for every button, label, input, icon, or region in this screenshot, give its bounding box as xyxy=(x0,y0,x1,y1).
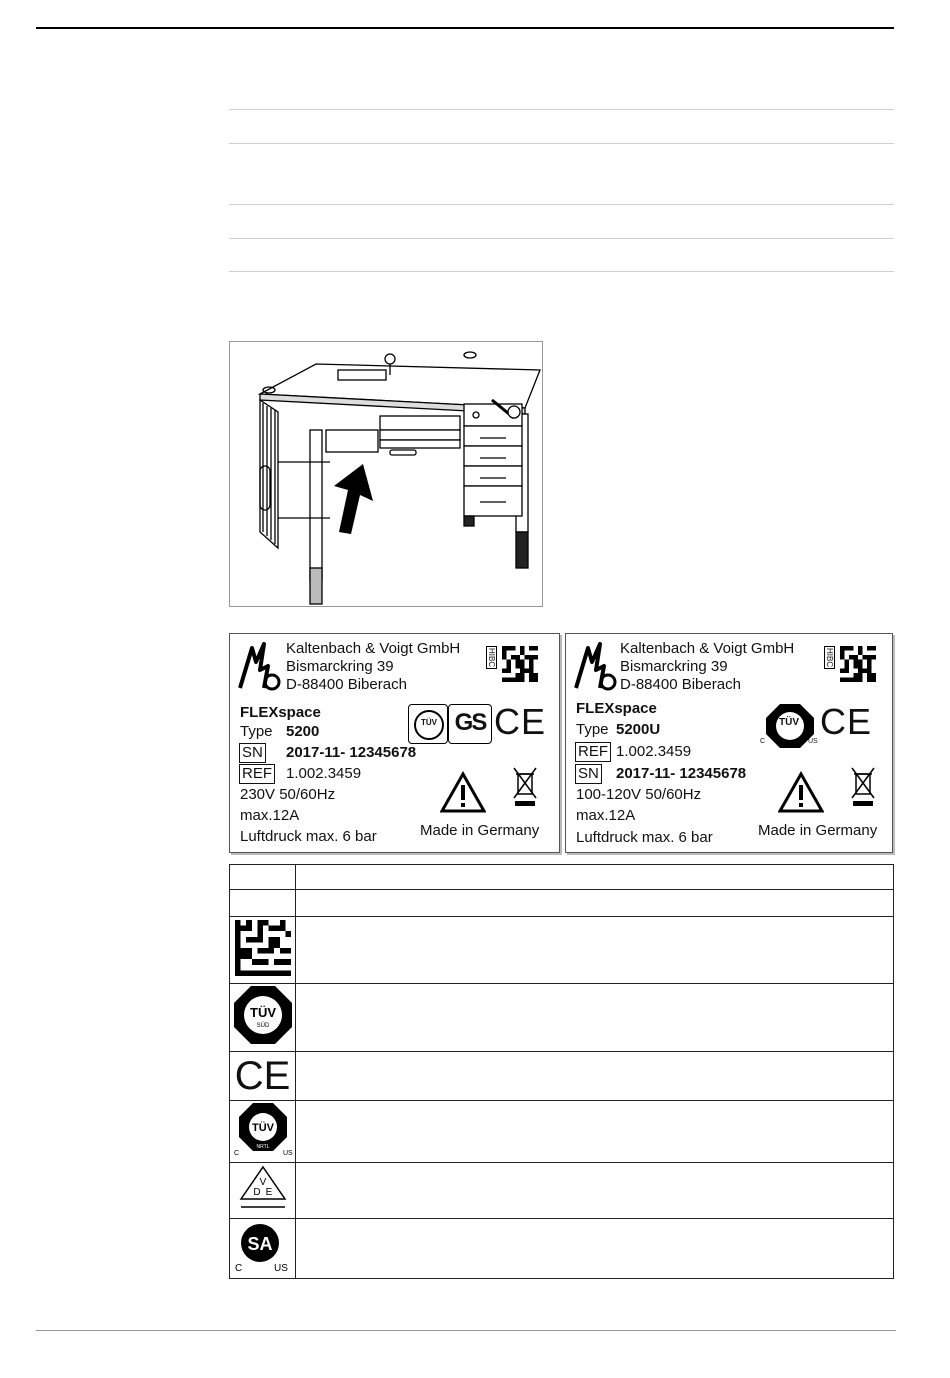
kavo-logo-icon xyxy=(574,642,620,692)
table-cell xyxy=(296,890,894,917)
table-row xyxy=(230,984,894,1052)
weee-bin-icon xyxy=(850,766,876,808)
divider-line xyxy=(229,109,894,110)
divider-line xyxy=(229,271,894,272)
sud-text: SÜD xyxy=(256,1023,269,1029)
c-text: C xyxy=(233,1150,239,1157)
plate-type-label: Type xyxy=(240,723,273,740)
table-cell xyxy=(230,984,296,1052)
divider-line xyxy=(229,204,894,205)
tuv-nrtl-mark-icon xyxy=(760,702,818,750)
table-row xyxy=(230,917,894,984)
tuv-sud-mark-icon xyxy=(408,704,448,744)
us-text: US xyxy=(282,1150,293,1157)
plate-made-in: Made in Germany xyxy=(758,822,878,839)
table-row xyxy=(230,890,894,917)
hibc-datamatrix-icon xyxy=(235,920,291,976)
us-text: US xyxy=(808,738,818,745)
c-text: C xyxy=(760,738,766,745)
table-cell xyxy=(230,917,296,984)
plate-city: D-88400 Biberach xyxy=(286,676,407,693)
table-row xyxy=(230,1052,894,1101)
plate-street: Bismarckring 39 xyxy=(620,658,728,675)
weee-bin-icon xyxy=(512,766,538,808)
table-cell xyxy=(296,1101,894,1163)
rating-plate-5200u xyxy=(565,633,893,853)
hibc-label: HIBC xyxy=(487,648,496,668)
plate-product: FLEXspace xyxy=(576,700,657,717)
table-row xyxy=(230,1101,894,1163)
table-cell xyxy=(230,890,296,917)
plate-company: Kaltenbach & Voigt GmbH xyxy=(286,640,461,657)
table-cell xyxy=(230,1101,296,1163)
plate-street: Bismarckring 39 xyxy=(286,658,394,675)
plate-sn-label: SN xyxy=(575,764,602,784)
plate-pressure: Luftdruck max. 6 bar xyxy=(240,828,377,845)
plate-ref-label: REF xyxy=(575,742,611,762)
divider-line xyxy=(229,143,894,144)
plate-city: D-88400 Biberach xyxy=(620,676,741,693)
qr-code-icon xyxy=(840,646,876,682)
symbol-legend-table xyxy=(229,864,894,1279)
plate-type-label: Type xyxy=(576,721,609,738)
table-cell xyxy=(230,1219,296,1279)
plate-current: max.12A xyxy=(576,807,636,824)
us-text: US xyxy=(273,1263,288,1273)
plate-made-in: Made in Germany xyxy=(420,822,540,839)
tuv-text: TÜV xyxy=(779,717,799,728)
ce-mark-icon: CE xyxy=(494,701,547,742)
plate-sn-value: 2017-11- 12345678 xyxy=(616,765,747,782)
ce-mark-icon: CE xyxy=(820,701,873,742)
divider-line xyxy=(229,238,894,239)
tuv-text: TÜV xyxy=(251,1122,274,1134)
table-row xyxy=(230,1219,894,1279)
nrtl-text: NRTL xyxy=(256,1144,269,1150)
table-cell xyxy=(296,984,894,1052)
ce-mark-icon: CE xyxy=(234,1054,291,1098)
hibc-label: HIBC xyxy=(825,648,834,668)
rating-plate-5200 xyxy=(229,633,560,853)
vde-d-text: D xyxy=(252,1187,261,1198)
workbench-illustration xyxy=(230,342,542,606)
header-rule xyxy=(36,27,894,29)
vde-e-text: E xyxy=(265,1187,272,1198)
plate-voltage: 230V 50/60Hz xyxy=(240,786,336,803)
tuv-text: TÜV xyxy=(414,710,444,740)
table-row xyxy=(230,865,894,890)
kavo-logo-icon xyxy=(238,642,284,692)
tuv-sud-octagon-icon xyxy=(232,984,294,1046)
table-cell xyxy=(230,865,296,890)
plate-company: Kaltenbach & Voigt GmbH xyxy=(620,640,795,657)
plate-product: FLEXspace xyxy=(240,704,321,721)
c-text: C xyxy=(234,1263,242,1273)
gs-text: GS xyxy=(454,709,486,736)
table-cell xyxy=(296,865,894,890)
csa-text: SA xyxy=(246,1234,273,1254)
plate-ref-value: 1.002.3459 xyxy=(616,743,692,760)
plate-type-value: 5200 xyxy=(286,723,320,740)
warning-triangle-icon xyxy=(778,771,824,813)
plate-type-value: 5200U xyxy=(616,721,661,738)
plate-voltage: 100-120V 50/60Hz xyxy=(576,786,702,803)
table-cell xyxy=(296,1052,894,1101)
table-cell xyxy=(296,917,894,984)
plate-sn-label: SN xyxy=(239,743,266,763)
plate-ref-value: 1.002.3459 xyxy=(286,765,362,782)
tuv-text: TÜV xyxy=(249,1005,276,1020)
tuv-nrtl-mark-icon xyxy=(231,1101,295,1157)
warning-triangle-icon xyxy=(440,771,486,813)
plate-current: max.12A xyxy=(240,807,300,824)
vde-mark-icon xyxy=(235,1163,291,1213)
vde-v-text: V xyxy=(259,1177,266,1188)
table-cell xyxy=(296,1163,894,1219)
plate-sn-value: 2017-11- 12345678 xyxy=(286,744,417,761)
table-cell xyxy=(230,1163,296,1219)
table-cell xyxy=(296,1219,894,1279)
csa-mark-icon xyxy=(232,1219,294,1273)
qr-code-icon xyxy=(502,646,538,682)
plate-ref-label: REF xyxy=(239,764,275,784)
footer-rule xyxy=(36,1330,896,1331)
gs-mark-icon xyxy=(448,704,492,744)
workbench-figure xyxy=(229,341,543,607)
plate-pressure: Luftdruck max. 6 bar xyxy=(576,829,713,846)
table-cell xyxy=(230,1052,296,1101)
table-row xyxy=(230,1163,894,1219)
